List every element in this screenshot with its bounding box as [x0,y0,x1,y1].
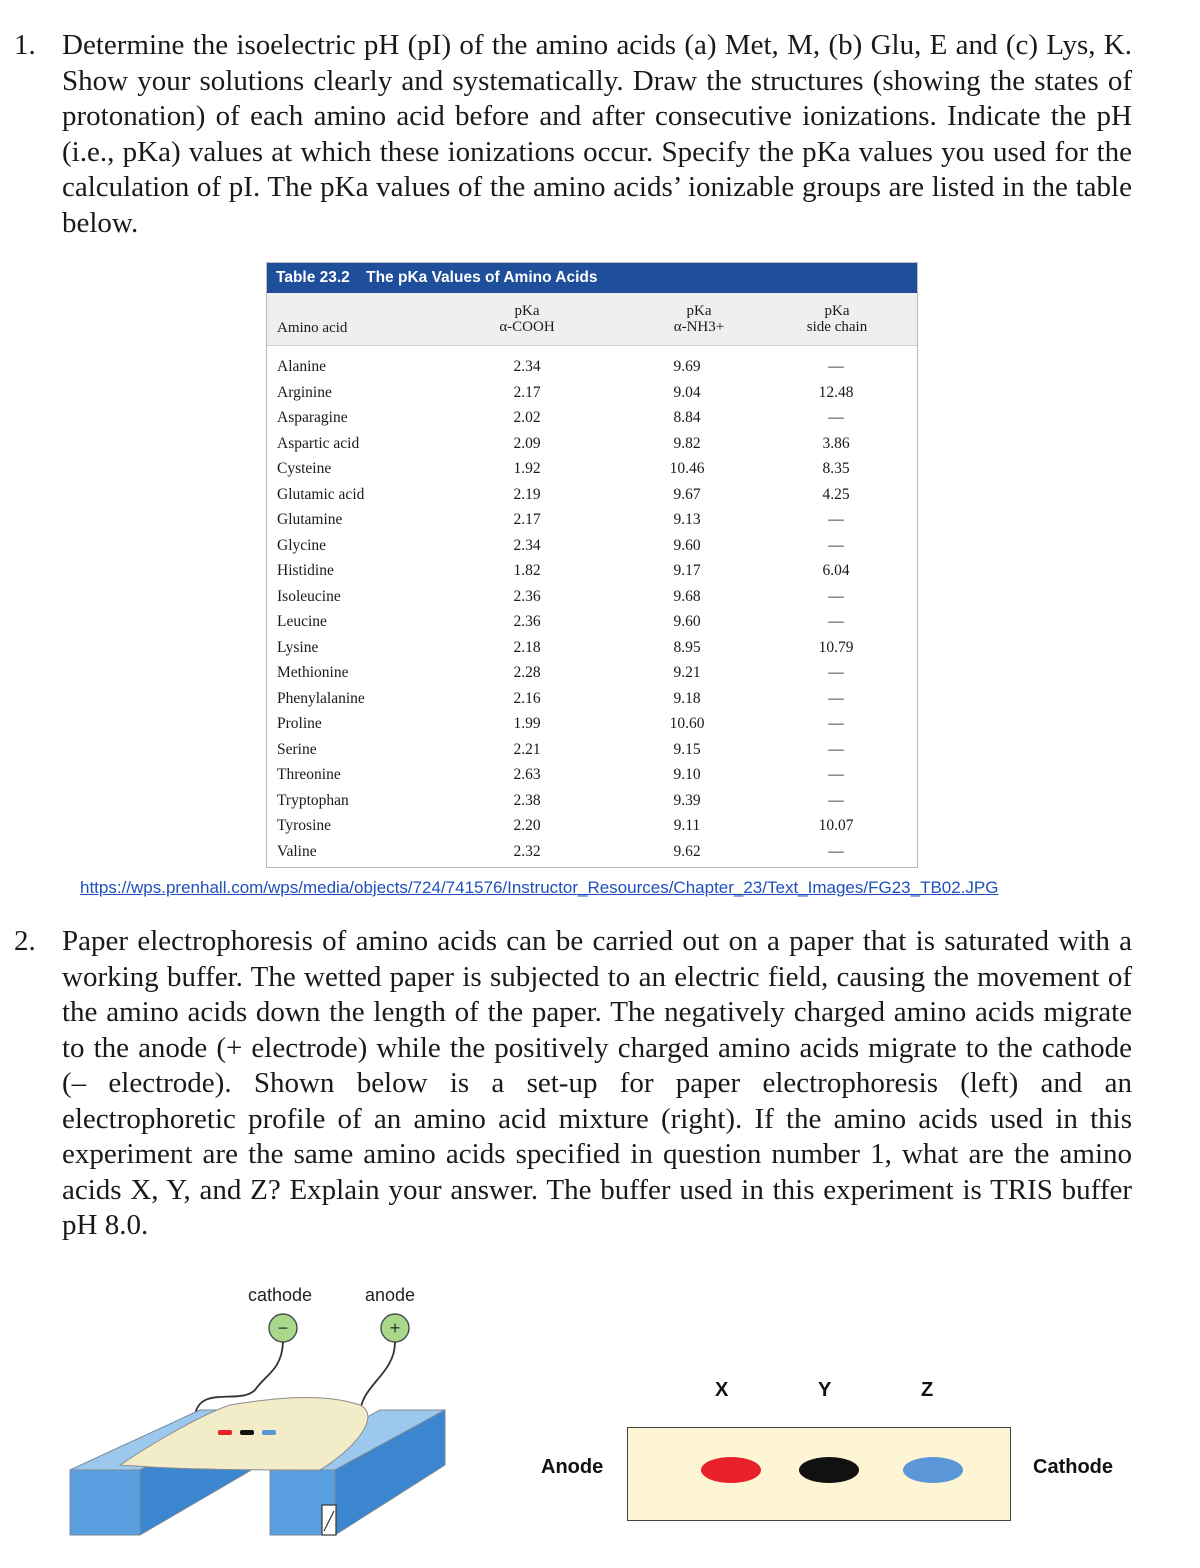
pka-nh3-cell: 9.82 [673,434,701,452]
paper-spot-blue [262,1430,276,1435]
pka-cooh-cell: 2.02 [513,409,541,426]
pka-cooh-cell: 1.82 [513,562,541,579]
pka-nh3-cell: 9.62 [673,842,701,860]
pka-nh3-cell: 9.39 [673,791,701,809]
amino-acid-name: Glutamine [277,511,343,528]
amino-acid-name: Valine [277,842,317,860]
pka-nh3-cell: 9.10 [673,766,701,783]
pka-side-chain-cell: — [828,715,844,732]
amino-acid-name: Leucine [277,613,327,630]
table-row [267,788,917,814]
amino-acid-name: Glycine [277,536,327,554]
table-row [267,737,917,763]
spot-label-x: X [715,1379,729,1401]
spot-x [701,1457,761,1483]
question-1-number: 1. [14,29,36,61]
table-row [267,584,917,610]
table-row [267,762,917,788]
column-header-side-label: side chain [806,319,868,335]
column-header-amino-acid: Amino acid [277,320,348,336]
paper-spot-black [240,1430,254,1435]
pka-nh3-cell: 8.84 [673,409,701,426]
table-caption-number: Table 23.2 [276,269,350,286]
pka-side-chain-cell: — [828,409,844,426]
amino-acid-name: Methionine [277,664,349,681]
table-row [267,635,917,661]
pka-cooh-cell: 2.38 [513,791,541,809]
profile-cathode-label: Cathode [1033,1456,1113,1478]
pka-side-chain-cell: 4.25 [822,485,850,503]
pka-nh3-cell: 9.11 [673,817,701,834]
column-header-alpha-nh3 [629,303,769,335]
pka-cooh-cell: 2.19 [513,485,541,503]
pka-cooh-cell: 2.28 [513,664,541,681]
pka-side-chain-cell: — [828,511,844,528]
anode-symbol: + [389,1318,401,1338]
column-header-pka: pKa [514,303,540,319]
pka-side-chain-cell: 12.48 [818,383,854,401]
table-row [267,380,917,406]
amino-acid-name: Arginine [277,383,332,401]
pka-side-chain-cell: 8.35 [822,460,850,477]
table-row [267,482,917,508]
spot-label-z: Z [921,1379,934,1401]
pka-nh3-cell: 9.13 [673,511,701,528]
table-row [267,558,917,584]
question-2-text: Paper electrophoresis of amino acids can be carried out on a paper that is saturated with a working buffer. The wetted paper is subjected to an electric field, causing the movement of the amino acids down the length of the paper. The negatively charged amino acids migrate to the anode (+ electrode) while the positively charged amino acids migrate to the cathode (– electrode). Shown below is a set-up for paper electrophoresis (left) and an electrophoretic profile of an amino acid mixture (right). If the amino acids used in this experiment are the same amino acids specified in question number 1, what are the amino acids X, Y, and Z? Explain your answer. The buffer used in this experiment is TRIS buffer pH 8.0. [62,925,1132,1241]
table-row [267,405,917,431]
pka-table [266,262,918,868]
pka-nh3-cell: 9.69 [673,358,701,375]
pka-cooh-cell: 2.20 [513,817,541,834]
column-header-pka: pKa [824,303,850,319]
table-row [267,711,917,737]
table-row [267,456,917,482]
amino-acid-name: Proline [277,715,322,732]
amino-acid-name: Alanine [277,358,327,375]
column-header-pka: pKa [686,303,712,319]
spot-y [799,1457,859,1483]
table-row [267,507,917,533]
pka-side-chain-cell: 10.79 [818,638,854,656]
pka-nh3-cell: 9.60 [673,613,701,630]
pka-side-chain-cell: — [828,740,844,758]
pka-nh3-cell: 9.67 [673,485,701,503]
column-header-nh3-label: α-NH3+ [673,319,725,335]
electrophoresis-apparatus [60,1305,460,1540]
pka-cooh-cell: 2.36 [513,587,541,605]
spot-z [903,1457,963,1483]
pka-cooh-cell: 2.63 [513,766,541,783]
spot-label-y: Y [818,1379,832,1401]
pka-nh3-cell: 8.95 [673,638,701,656]
pka-nh3-cell: 10.46 [669,460,705,477]
pka-side-chain-cell: 3.86 [822,434,850,452]
pka-nh3-cell: 9.15 [673,740,701,758]
column-header-side-chain [767,303,907,335]
table-body [267,346,917,864]
amino-acid-name: Threonine [277,766,341,783]
amino-acid-name: Isoleucine [277,587,341,605]
table-row [267,609,917,635]
amino-acid-name: Glutamic acid [277,485,365,503]
pka-cooh-cell: 2.32 [513,842,541,860]
pka-cooh-cell: 2.36 [513,613,541,630]
pka-cooh-cell: 1.99 [513,715,541,732]
table-row [267,660,917,686]
amino-acid-name: Cysteine [277,460,332,477]
pka-side-chain-cell: — [828,536,844,554]
table-row [267,354,917,380]
pka-side-chain-cell: — [828,766,844,783]
profile-anode-label: Anode [541,1456,604,1478]
pka-side-chain-cell: — [828,587,844,605]
amino-acid-name: Lysine [277,638,319,656]
amino-acid-name: Tyrosine [277,817,332,834]
pka-nh3-cell: 9.18 [673,689,701,707]
amino-acid-name: Histidine [277,562,334,579]
left-tray-front [70,1470,140,1535]
table-caption-title: The pKa Values of Amino Acids [366,269,598,286]
cathode-symbol: − [277,1318,289,1338]
question-2-number: 2. [14,925,36,957]
pka-cooh-cell: 2.17 [513,383,541,401]
pka-nh3-cell: 9.60 [673,536,701,554]
amino-acid-name: Serine [277,740,317,758]
amino-acid-name: Asparagine [277,409,348,426]
pka-side-chain-cell: — [828,613,844,630]
table-row [267,533,917,559]
pka-cooh-cell: 1.92 [513,460,541,477]
table-caption [267,263,917,293]
pka-side-chain-cell: 10.07 [818,817,854,834]
pka-nh3-cell: 9.17 [673,562,701,579]
amino-acid-name: Tryptophan [277,791,349,809]
table-header [267,293,917,346]
source-link[interactable]: https://wps.prenhall.com/wps/media/objects/724/741576/Instructor_Resources/Chapter_23/Text_Images/FG23_TB02.JPG [80,878,999,897]
pka-cooh-cell: 2.34 [513,358,541,375]
column-header-alpha-cooh [457,303,597,335]
table-row [267,839,917,865]
pka-cooh-cell: 2.34 [513,536,541,554]
column-header-cooh-label: α-COOH [499,319,555,335]
question-1-text: Determine the isoelectric pH (pI) of the amino acids (a) Met, M, (b) Glu, E and (c) Lys, K. Show your solutions clearly and systematically. Draw the structures (showing the states of protonation) of each amino acid before and after consecutive ionizations. Indicate the pH (i.e., pKa) values at which these ionizations occur. Specify the pKa values you used for the calculation of pI. The pKa values of the amino acids’ ionizable groups are listed in the table below. [62,29,1132,239]
table-row [267,431,917,457]
paper-spot-red [218,1430,232,1435]
table-row [267,686,917,712]
table-row [267,813,917,839]
pka-side-chain-cell: — [828,358,844,375]
pka-side-chain-cell: 6.04 [822,562,850,579]
pka-side-chain-cell: — [828,689,844,707]
amino-acid-name: Phenylalanine [277,689,365,707]
pka-cooh-cell: 2.16 [513,689,541,707]
pka-cooh-cell: 2.21 [513,740,541,758]
pka-nh3-cell: 9.21 [673,664,701,681]
pka-side-chain-cell: — [828,791,844,809]
pka-cooh-cell: 2.18 [513,638,541,656]
pka-cooh-cell: 2.09 [513,434,541,452]
pka-side-chain-cell: — [828,664,844,681]
pka-cooh-cell: 2.17 [513,511,541,528]
pka-nh3-cell: 10.60 [669,715,705,732]
pka-side-chain-cell: — [828,842,844,860]
anode-label: anode [365,1285,416,1305]
pka-nh3-cell: 9.04 [673,383,701,401]
cathode-label: cathode [248,1285,313,1305]
amino-acid-name: Aspartic acid [277,434,360,452]
pka-nh3-cell: 9.68 [673,587,701,605]
